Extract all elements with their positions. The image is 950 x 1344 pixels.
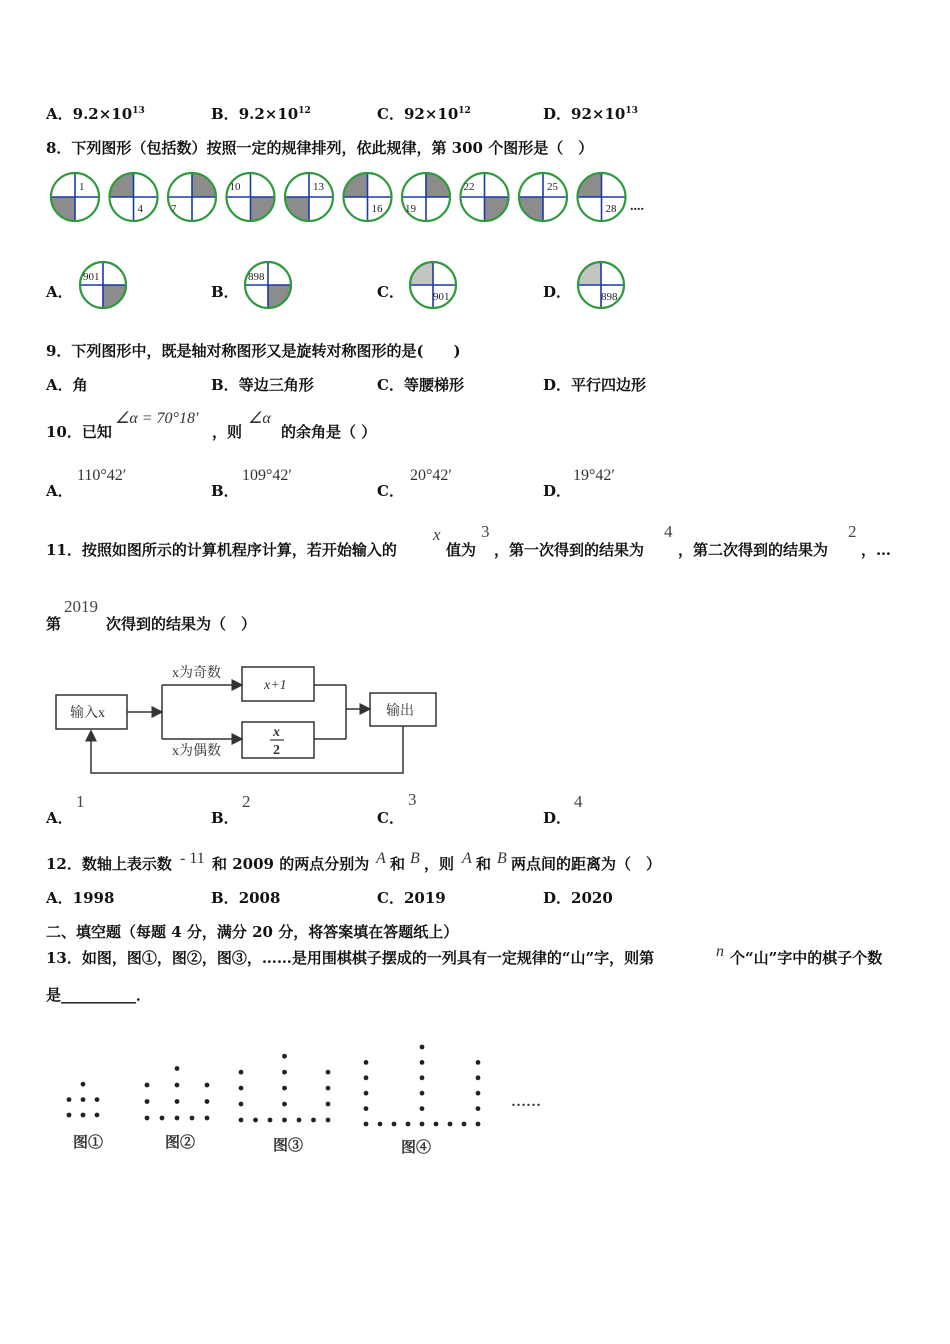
- q8-sequence-figure: [45, 170, 665, 226]
- q8-sequence-circle-4: [227, 173, 275, 221]
- q12-text-2: 和 2009 的两点分别为: [212, 855, 370, 873]
- q7-option-b: B．$9.2\times 10^{12}$: [211, 105, 311, 123]
- flow-half-denominator: 2: [273, 743, 280, 758]
- q11-var-x: x: [433, 525, 441, 544]
- q8-option-circle-a: [80, 262, 126, 308]
- q13-fig2-dot: [145, 1116, 150, 1121]
- q13-fig1-dot: [95, 1097, 100, 1102]
- q13-fig4-dot: [420, 1075, 425, 1080]
- q8-sequence-circle-3: [168, 173, 216, 221]
- q13-fig3-dot: [326, 1102, 331, 1107]
- q11-value-4: 4: [664, 522, 673, 541]
- q12-text-4: ，则: [424, 855, 455, 873]
- q8-sequence-circle-8: [461, 173, 509, 221]
- flow-even-label: x为偶数: [172, 744, 221, 759]
- flow-plus-label: x+1: [264, 678, 287, 693]
- q11-option-d-letter: D．: [543, 809, 572, 827]
- q8-option-d-letter: D．: [543, 283, 572, 301]
- q13-fig2-dot: [205, 1083, 210, 1088]
- q11-text-5: ，…: [861, 541, 892, 559]
- q12-point-b: B: [410, 850, 420, 867]
- q13-var-n: n: [716, 943, 724, 960]
- q13-fig3-dot: [326, 1070, 331, 1075]
- q8-options-figures: [0, 255, 700, 315]
- svg-text:19: 19: [405, 203, 416, 215]
- q7-option-a: A．$9.2\times 10^{13}$: [46, 105, 145, 123]
- svg-text:7: 7: [171, 203, 177, 215]
- q13-fig4-dot: [476, 1106, 481, 1111]
- q13-fig4-dot: [364, 1060, 369, 1065]
- q13-fig4-dot: [420, 1060, 425, 1065]
- q11-value-2: 2: [848, 522, 857, 541]
- q13-fig4-dot: [420, 1122, 425, 1127]
- q11-line2-b: 次得到的结果为（ ）: [106, 615, 257, 633]
- q13-fig3-dot: [239, 1070, 244, 1075]
- q13-fig3-dot: [282, 1118, 287, 1123]
- q9-option-c: C．等腰梯形: [377, 376, 464, 394]
- q12-point-a: A: [376, 850, 386, 867]
- q8-stem: 8．下列图形（包括数）按照一定的规律排列，依此规律，第 300 个图形是（ ）: [46, 139, 594, 157]
- q11-option-c-letter: C．: [377, 809, 404, 827]
- q8-sequence-circle-1: [51, 173, 99, 221]
- q10-option-d-value: 19°42′: [573, 467, 615, 484]
- q13-fig2-dot: [160, 1116, 165, 1121]
- q13-fig3-dot: [282, 1086, 287, 1091]
- section-2-heading: 二、填空题（每题 4 分，满分 20 分，将答案填在答题纸上）: [46, 923, 459, 941]
- q11-option-c-value: 3: [408, 790, 417, 809]
- q10-option-a-letter: A．: [46, 482, 73, 500]
- q10-option-c-letter: C．: [377, 482, 404, 500]
- q11-text-2: 值为: [446, 541, 477, 559]
- q13-fig4-dot: [378, 1122, 383, 1127]
- q10-given: ∠α = 70°18′: [115, 410, 199, 427]
- q13-ellipsis: ……: [511, 1094, 541, 1110]
- q9-option-d: D．平行四边形: [543, 376, 647, 394]
- svg-text:16: 16: [371, 203, 383, 215]
- svg-text:901: 901: [83, 271, 100, 283]
- svg-text:13: 13: [313, 181, 324, 193]
- q8-sequence-circle-9: [519, 173, 567, 221]
- q13-fig2-dot: [190, 1116, 195, 1121]
- q13-fig4-dot: [476, 1060, 481, 1065]
- q10-option-b-value: 109°42′: [242, 467, 292, 484]
- q13-line2: 是__________．: [46, 986, 152, 1004]
- q7-option-c: C．$92\times 10^{12}$: [377, 105, 471, 123]
- q10-suffix: 的余角是（ ）: [281, 423, 377, 441]
- svg-text:898: 898: [248, 271, 265, 283]
- q13-fig4-dot: [392, 1122, 397, 1127]
- q13-fig4-dot: [462, 1122, 467, 1127]
- q8-option-circle-d: [578, 262, 624, 308]
- q13-fig3-dot: [282, 1102, 287, 1107]
- svg-text:4: 4: [137, 203, 143, 215]
- q13-fig2-dot: [145, 1099, 150, 1104]
- q13-fig4-dot: [434, 1122, 439, 1127]
- svg-text:28: 28: [605, 203, 617, 215]
- q11-flowchart: [50, 655, 450, 780]
- q11-line2-a: 第: [46, 615, 62, 633]
- q13-fig1-dot: [67, 1113, 72, 1118]
- q13-fig4-dot: [420, 1045, 425, 1050]
- q13-text-2: 个“山”字中的棋子个数: [730, 949, 883, 967]
- q10-option-a-value: 110°42′: [77, 467, 127, 484]
- q13-label-1: 图①: [73, 1135, 104, 1151]
- q13-label-4: 图④: [401, 1140, 432, 1156]
- q11-option-a-letter: A．: [46, 809, 73, 827]
- q13-fig4-dot: [476, 1075, 481, 1080]
- flow-input-label: 输入x: [70, 706, 105, 721]
- q13-fig2-dot: [175, 1116, 180, 1121]
- q13-fig4-dot: [476, 1122, 481, 1127]
- q9-stem: 9．下列图形中，既是轴对称图形又是旋转对称图形的是( ): [46, 342, 461, 360]
- q7-option-d: D．$92\times 10^{13}$: [543, 105, 638, 123]
- q13-fig4-dot: [364, 1091, 369, 1096]
- q13-fig4-dot: [364, 1106, 369, 1111]
- q12-option-c: C．2019: [377, 889, 446, 907]
- q8-option-b-letter: B．: [211, 283, 239, 301]
- q13-fig2-dot: [175, 1066, 180, 1071]
- q13-fig3-dot: [282, 1054, 287, 1059]
- q11-text-3: ，第一次得到的结果为: [494, 541, 645, 559]
- q12-text-5: 两点间的距离为（ ）: [511, 855, 662, 873]
- q8-option-circle-c: [410, 262, 456, 308]
- q11-option-b-letter: B．: [211, 809, 239, 827]
- q10-angle: ∠α: [248, 410, 271, 427]
- q13-text-1: 13．如图，图①，图②，图③，……是用围棋棋子摆成的一列具有一定规律的“山”字，则第: [46, 949, 655, 967]
- q12-text-and: 和: [476, 855, 492, 873]
- q13-fig4-dot: [420, 1106, 425, 1111]
- q13-label-2: 图②: [165, 1135, 196, 1151]
- q13-fig2-dot: [175, 1083, 180, 1088]
- svg-text:898: 898: [601, 291, 618, 303]
- q13-fig1-dot: [81, 1113, 86, 1118]
- q10-option-c-value: 20°42′: [410, 467, 452, 484]
- q12-option-b: B．2008: [211, 889, 281, 907]
- q13-fig1-dot: [81, 1082, 86, 1087]
- q13-fig3-dot: [297, 1118, 302, 1123]
- q13-fig4-dot: [364, 1075, 369, 1080]
- q8-sequence-circle-2: [110, 173, 158, 221]
- q9-option-a: A．角: [46, 376, 88, 394]
- q13-fig2-dot: [145, 1083, 150, 1088]
- q13-fig1-dot: [81, 1097, 86, 1102]
- q11-option-d-value: 4: [574, 792, 583, 811]
- q10-prefix: 10．已知: [46, 423, 112, 441]
- q13-dot-figures: [55, 1030, 575, 1165]
- q8-option-a-letter: A．: [46, 283, 73, 301]
- q13-fig4-dot: [364, 1122, 369, 1127]
- q13-fig3-dot: [253, 1118, 258, 1123]
- q12-text-1: 12．数轴上表示数: [46, 855, 172, 873]
- flow-half-numerator: x: [273, 725, 280, 740]
- svg-text:901: 901: [433, 291, 450, 303]
- q8-sequence-circle-7: [402, 173, 450, 221]
- q13-fig4-dot: [406, 1122, 411, 1127]
- q13-fig2-dot: [205, 1099, 210, 1104]
- q13-label-3: 图③: [273, 1138, 304, 1154]
- q11-text-4: ，第二次得到的结果为: [678, 541, 829, 559]
- q13-fig4-dot: [448, 1122, 453, 1127]
- q12-number: - 11: [180, 850, 205, 867]
- q13-fig3-dot: [268, 1118, 273, 1123]
- q8-sequence-circle-10: [578, 173, 626, 221]
- q12-point-b-2: B: [497, 850, 507, 867]
- q8-sequence-ellipsis: ....: [630, 199, 644, 214]
- q13-fig3-dot: [326, 1086, 331, 1091]
- flow-output-label: 输出: [386, 704, 414, 719]
- q8-option-c-letter: C．: [377, 283, 404, 301]
- q12-point-a-2: A: [462, 850, 472, 867]
- flow-loop-back: [91, 726, 403, 773]
- q13-fig4-dot: [476, 1091, 481, 1096]
- svg-text:10: 10: [229, 181, 241, 193]
- q13-fig3-dot: [311, 1118, 316, 1123]
- q11-option-b-value: 2: [242, 792, 251, 811]
- q12-option-d: D．2020: [543, 889, 613, 907]
- q13-fig3-dot: [239, 1102, 244, 1107]
- q13-fig3-dot: [282, 1070, 287, 1075]
- flow-odd-label: x为奇数: [172, 666, 221, 681]
- q8-option-circle-b: [245, 262, 291, 308]
- q13-fig3-dot: [326, 1118, 331, 1123]
- q10-option-b-letter: B．: [211, 482, 239, 500]
- q8-sequence-circle-5: [285, 173, 333, 221]
- q13-fig1-dot: [67, 1097, 72, 1102]
- q13-fig3-dot: [239, 1086, 244, 1091]
- q12-text-3: 和: [390, 855, 406, 873]
- q13-fig4-dot: [420, 1091, 425, 1096]
- q9-option-b: B．等边三角形: [211, 376, 314, 394]
- q11-value-3: 3: [481, 522, 490, 541]
- svg-text:22: 22: [463, 181, 475, 193]
- q11-text-1: 11．按照如图所示的计算机程序计算，若开始输入的: [46, 541, 397, 559]
- q13-fig2-dot: [175, 1099, 180, 1104]
- q11-n-2019: 2019: [64, 597, 98, 616]
- q10-mid: ，则: [212, 423, 243, 441]
- q13-fig1-dot: [95, 1113, 100, 1118]
- q13-fig2-dot: [205, 1116, 210, 1121]
- svg-text:25: 25: [547, 181, 558, 193]
- q13-fig3-dot: [239, 1118, 244, 1123]
- q12-option-a: A．1998: [46, 889, 115, 907]
- q10-option-d-letter: D．: [543, 482, 572, 500]
- q11-option-a-value: 1: [76, 792, 85, 811]
- q8-sequence-circle-6: [344, 173, 392, 221]
- svg-text:1: 1: [79, 181, 85, 193]
